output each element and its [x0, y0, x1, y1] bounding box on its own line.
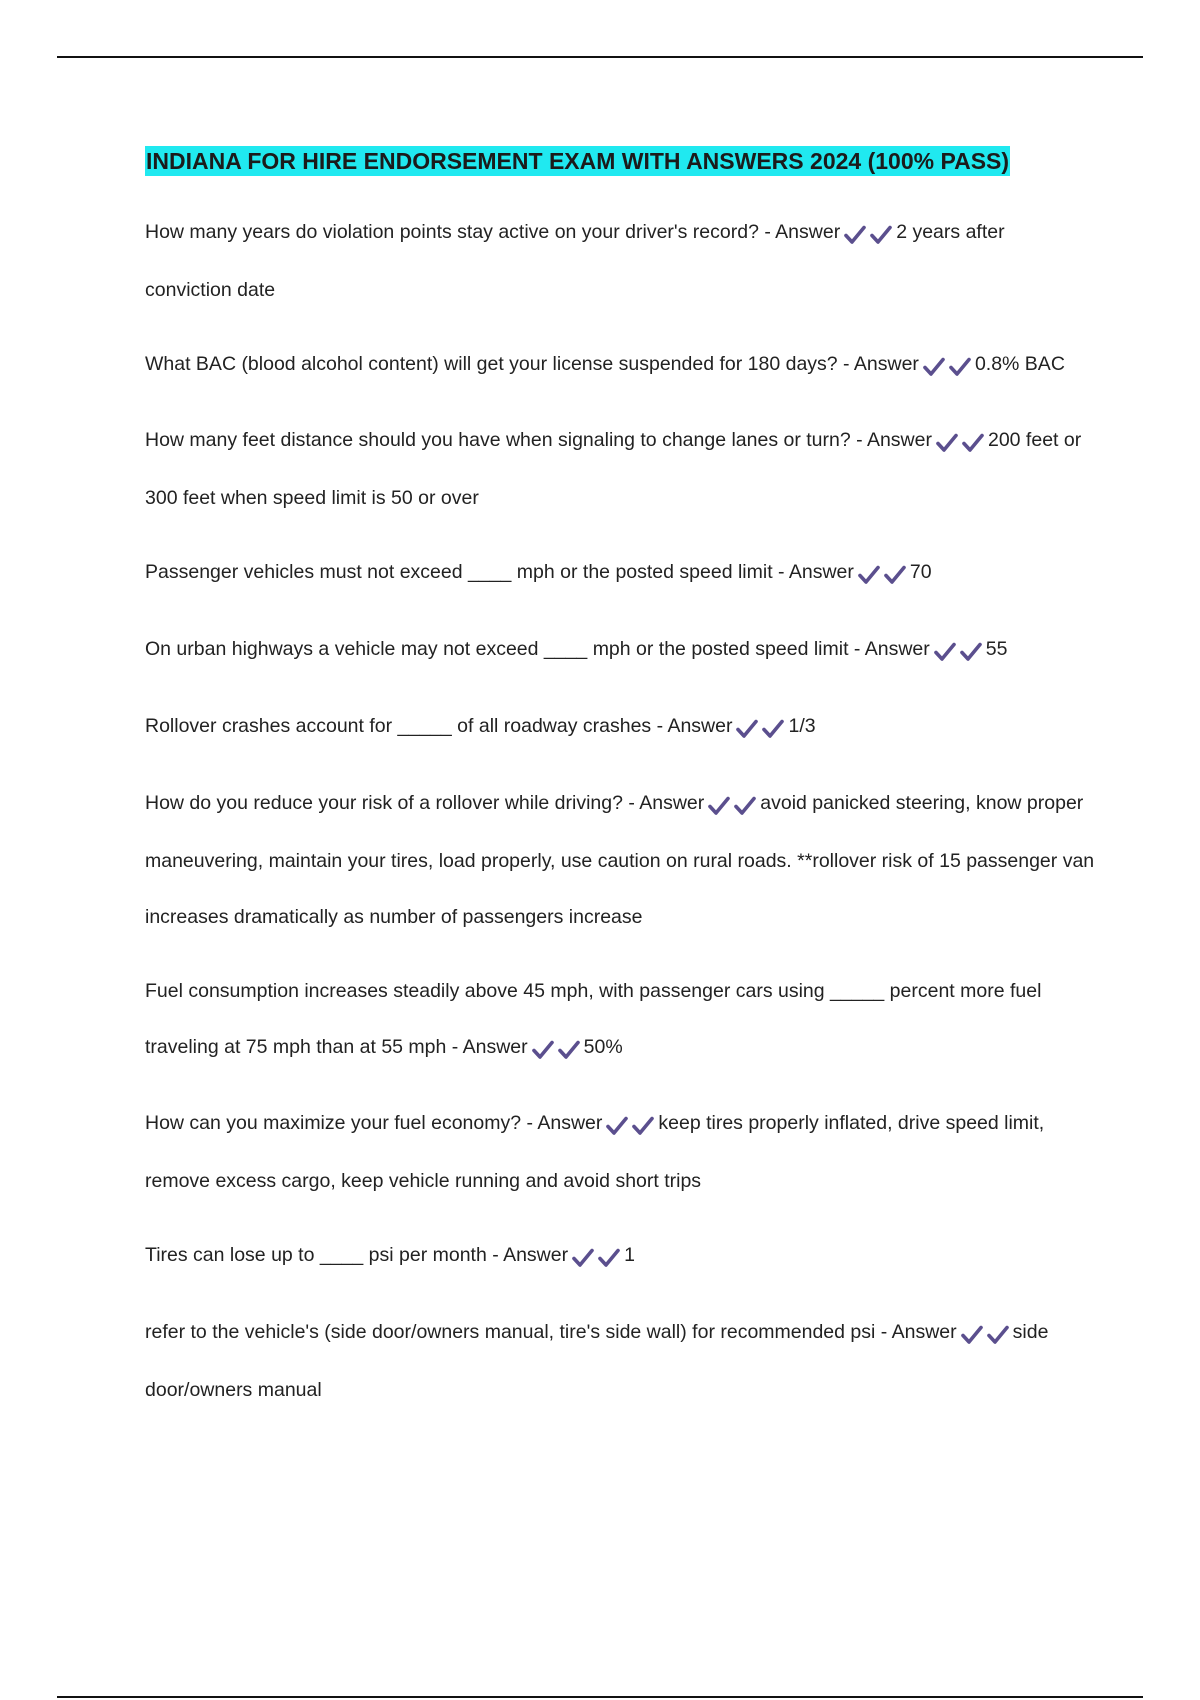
question-text: What BAC (blood alcohol content) will get your license suspended for 180 days? - — [145, 353, 854, 375]
check-icon — [736, 719, 758, 739]
check-icon — [987, 1325, 1009, 1345]
document-title: INDIANA FOR HIRE ENDORSEMENT EXAM WITH ANSWERS 2024 (100% PASS) — [146, 148, 1010, 174]
question-text: Tires can lose up to ____ psi per month - — [145, 1244, 504, 1266]
qa-item — [145, 1227, 1095, 1285]
qa-item — [145, 204, 1095, 318]
double-check-icon — [736, 700, 784, 756]
double-check-icon — [923, 338, 971, 394]
check-icon — [961, 1325, 983, 1345]
question-text: Fuel consumption increases steadily above 45 mph, with passenger cars using _____ percent more fuel traveling at 75 mph than at 55 mph - — [145, 980, 1042, 1058]
double-check-icon — [858, 546, 906, 602]
answer-label: Answer — [864, 638, 930, 660]
answer-text: 200 feet or 300 feet when speed limit is 50 or over — [145, 429, 1082, 509]
answer-label: Answer — [891, 1321, 957, 1343]
check-icon — [532, 1040, 554, 1060]
check-icon — [923, 357, 945, 377]
check-icon — [632, 1116, 654, 1136]
check-icon — [858, 565, 880, 585]
answer-label: Answer — [537, 1112, 603, 1134]
check-icon — [870, 225, 892, 245]
answer-text: 70 — [909, 561, 932, 583]
question-text: Rollover crashes account for _____ of all roadway crashes - — [145, 715, 668, 737]
qa-item — [145, 544, 1095, 602]
footer-rule — [57, 1696, 1143, 1698]
question-text: On urban highways a vehicle may not exceed ____ mph or the posted speed limit - — [145, 638, 865, 660]
qa-item — [145, 336, 1095, 394]
answer-text: 0.8% BAC — [974, 353, 1065, 375]
header-rule — [57, 56, 1143, 58]
answer-text: 50% — [583, 1036, 623, 1058]
answer-text: avoid panicked steering, know proper maneuvering, maintain your tires, load properly, use caution on rural roads. **rollover risk of 15 passenger van increases dramatically as number of passengers increase — [145, 792, 1095, 928]
double-check-icon — [708, 777, 756, 833]
answer-label: Answer — [866, 429, 932, 451]
answer-text: 2 years after conviction date — [145, 221, 1005, 301]
check-icon — [936, 433, 958, 453]
double-check-icon — [532, 1021, 580, 1077]
answer-text: keep tires properly inflated, drive speed limit, remove excess cargo, keep vehicle running and avoid short trips — [145, 1112, 1045, 1192]
double-check-icon — [936, 414, 984, 470]
double-check-icon — [572, 1229, 620, 1285]
question-text: How many feet distance should you have when signaling to change lanes or turn? - — [145, 429, 867, 451]
answer-label: Answer — [462, 1036, 528, 1058]
answer-text: 1/3 — [788, 715, 816, 737]
qa-item — [145, 412, 1095, 526]
question-text: Passenger vehicles must not exceed ____ mph or the posted speed limit - — [145, 561, 789, 583]
document-body — [145, 146, 1095, 1436]
check-icon — [558, 1040, 580, 1060]
check-icon — [762, 719, 784, 739]
check-icon — [734, 796, 756, 816]
check-icon — [962, 433, 984, 453]
check-icon — [572, 1248, 594, 1268]
qa-item — [145, 621, 1095, 679]
answer-label: Answer — [639, 792, 705, 814]
question-text: refer to the vehicle's (side door/owners manual, tire's side wall) for recommended psi - — [145, 1321, 892, 1343]
check-icon — [708, 796, 730, 816]
check-icon — [934, 642, 956, 662]
check-icon — [598, 1248, 620, 1268]
qa-item — [145, 1304, 1095, 1418]
answer-text: 55 — [985, 638, 1008, 660]
answer-text: 1 — [624, 1244, 635, 1266]
check-icon — [884, 565, 906, 585]
check-icon — [844, 225, 866, 245]
check-icon — [960, 642, 982, 662]
answer-text: side door/owners manual — [145, 1321, 1049, 1401]
check-icon — [949, 357, 971, 377]
double-check-icon — [934, 623, 982, 679]
double-check-icon — [961, 1306, 1009, 1362]
qa-item — [145, 698, 1095, 756]
double-check-icon — [606, 1097, 654, 1153]
answer-label: Answer — [775, 221, 841, 243]
answer-label: Answer — [503, 1244, 569, 1266]
check-icon — [606, 1116, 628, 1136]
double-check-icon — [844, 206, 892, 262]
question-text: How can you maximize your fuel economy? - — [145, 1112, 538, 1134]
qa-item — [145, 963, 1095, 1077]
qa-item — [145, 1095, 1095, 1209]
answer-label: Answer — [667, 715, 733, 737]
qa-item — [145, 775, 1095, 945]
answer-label: Answer — [853, 353, 919, 375]
question-text: How do you reduce your risk of a rollover while driving? - — [145, 792, 640, 814]
answer-label: Answer — [788, 561, 854, 583]
question-text: How many years do violation points stay active on your driver's record? - — [145, 221, 776, 243]
